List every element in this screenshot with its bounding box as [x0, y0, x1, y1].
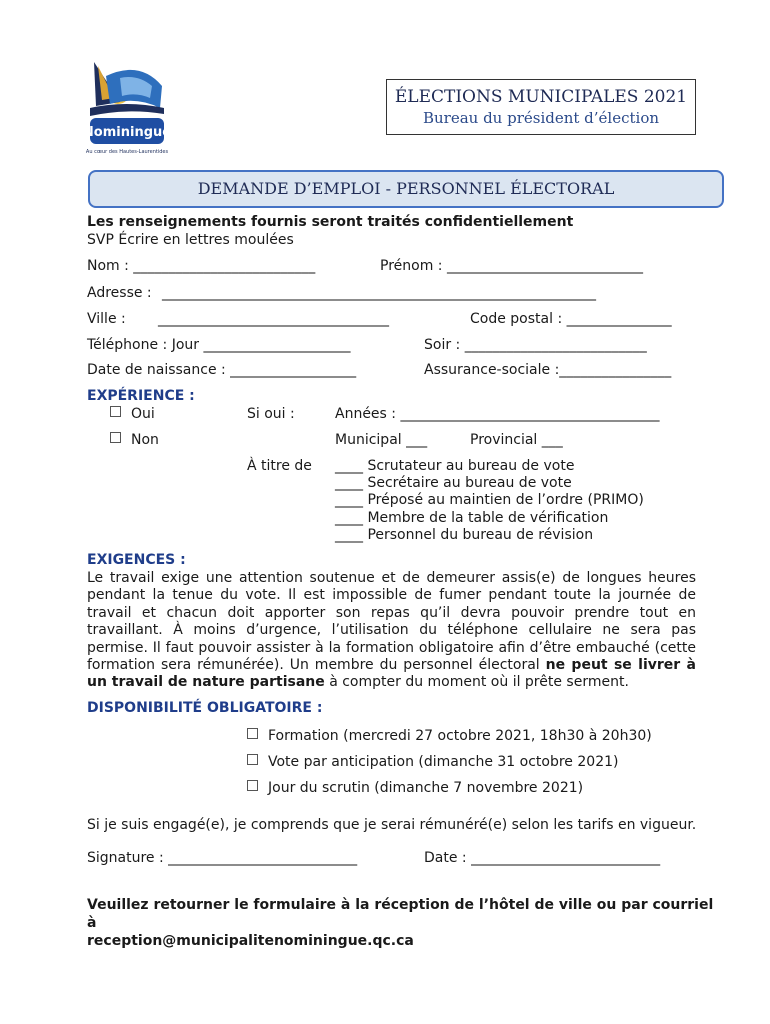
confidential-notice: Les renseignements fournis seront traités confidentiellement	[87, 214, 574, 230]
non-label: Non	[131, 432, 159, 448]
nom-field[interactable]: Nom : __________________________	[87, 258, 316, 274]
checkbox-icon[interactable]	[247, 780, 258, 791]
return-instructions-line1: Veuillez retourner le formulaire à la réception de l’hôtel de ville ou par courriel à	[87, 897, 714, 931]
header-subtitle: Bureau du président d’élection	[422, 109, 660, 127]
prenom-field[interactable]: Prénom : ____________________________	[380, 258, 643, 274]
option-formation-label: Formation (mercredi 27 octobre 2021, 18h30 à 20h30)	[268, 728, 652, 744]
logo-graphic	[80, 56, 170, 160]
exigences-paragraph	[87, 570, 696, 692]
si-oui-label: Si oui :	[247, 406, 295, 422]
assurance-sociale-field[interactable]: Assurance-sociale :________________	[424, 362, 672, 378]
exigences-text-start: Le travail exige une attention soutenue et de demeurer assis(e) de longues heures pendant la tenue du vote. Il est impossible de fumer pendant toute la journée de travail et chacun doit apporter son repas qu’il devra pouvoir prendre tout en travaillant. À moins d’urgence, l’utilisation du téléphone cellulaire ne sera pas permise. Il faut pouvoir assister à la formation obligatoire afin d’être embauché (cette formation sera rémunérée). Un membre du personnel électoral	[87, 570, 696, 674]
form-title-banner	[88, 170, 724, 208]
election-header-box	[386, 79, 696, 135]
a-titre-de-label: À titre de	[247, 458, 312, 474]
adresse-label: Adresse :	[87, 285, 152, 301]
engagement-statement: Si je suis engagé(e), je comprends que je serai rémunéré(e) selon les tarifs en vigueur.	[87, 817, 697, 833]
date-naissance-field[interactable]: Date de naissance : __________________	[87, 362, 357, 378]
svg-text:Au cœur des Hautes-Laurentides: Au cœur des Hautes-Laurentides	[85, 149, 169, 155]
municipal-field[interactable]: Municipal ___	[335, 432, 428, 448]
block-letters-instruction: SVP Écrire en lettres moulées	[87, 232, 294, 248]
return-email: reception@municipalitenominingue.qc.ca	[87, 933, 414, 949]
telephone-soir-field[interactable]: Soir : __________________________	[424, 337, 647, 353]
ville-label: Ville :	[87, 311, 126, 327]
form-title: DEMANDE D’EMPLOI - PERSONNEL ÉLECTORAL	[197, 179, 615, 198]
ville-field[interactable]: _________________________________	[158, 311, 389, 327]
municipality-logo	[80, 56, 170, 160]
role-verification[interactable]: ____ Membre de la table de vérification	[335, 510, 609, 526]
svg-text:Nominingue: Nominingue	[82, 125, 170, 140]
exigences-text-end: à compter du moment où il prête serment.	[324, 674, 629, 691]
disponibilite-heading: DISPONIBILITÉ OBLIGATOIRE :	[87, 700, 323, 716]
role-revision[interactable]: ____ Personnel du bureau de révision	[335, 527, 594, 543]
checkbox-icon[interactable]	[110, 432, 121, 443]
experience-oui-option[interactable]	[110, 406, 155, 422]
experience-non-option[interactable]	[110, 432, 159, 448]
checkbox-icon[interactable]	[110, 406, 121, 417]
role-primo[interactable]: ____ Préposé au maintien de l’ordre (PRIMO)	[335, 492, 644, 508]
checkbox-icon[interactable]	[247, 728, 258, 739]
option-vote-anticipation[interactable]	[247, 754, 618, 770]
signature-field[interactable]: Signature : ___________________________	[87, 850, 358, 866]
provincial-field[interactable]: Provincial ___	[470, 432, 563, 448]
header-title: ÉLECTIONS MUNICIPALES 2021	[394, 87, 688, 107]
role-secretaire[interactable]: ____ Secrétaire au bureau de vote	[335, 475, 572, 491]
role-scrutateur[interactable]: ____ Scrutateur au bureau de vote	[335, 458, 575, 474]
annees-field[interactable]: Années : _____________________________________	[335, 406, 660, 422]
telephone-jour-field[interactable]: Téléphone : Jour _____________________	[87, 337, 351, 353]
code-postal-field[interactable]: Code postal : _______________	[470, 311, 672, 327]
return-instructions	[87, 896, 727, 950]
adresse-field[interactable]: ______________________________________________________________	[162, 285, 596, 301]
option-vote-label: Vote par anticipation (dimanche 31 octobre 2021)	[268, 754, 619, 770]
exigences-text-bold: ne peut se livrer à un travail de nature partisane	[87, 657, 696, 691]
oui-label: Oui	[131, 406, 155, 422]
experience-heading: EXPÉRIENCE :	[87, 388, 195, 404]
option-jour-scrutin[interactable]	[247, 780, 583, 796]
checkbox-icon[interactable]	[247, 754, 258, 765]
date-field[interactable]: Date : ___________________________	[424, 850, 661, 866]
option-formation[interactable]	[247, 728, 652, 744]
exigences-heading: EXIGENCES :	[87, 552, 186, 568]
option-scrutin-label: Jour du scrutin (dimanche 7 novembre 2021)	[268, 780, 584, 796]
